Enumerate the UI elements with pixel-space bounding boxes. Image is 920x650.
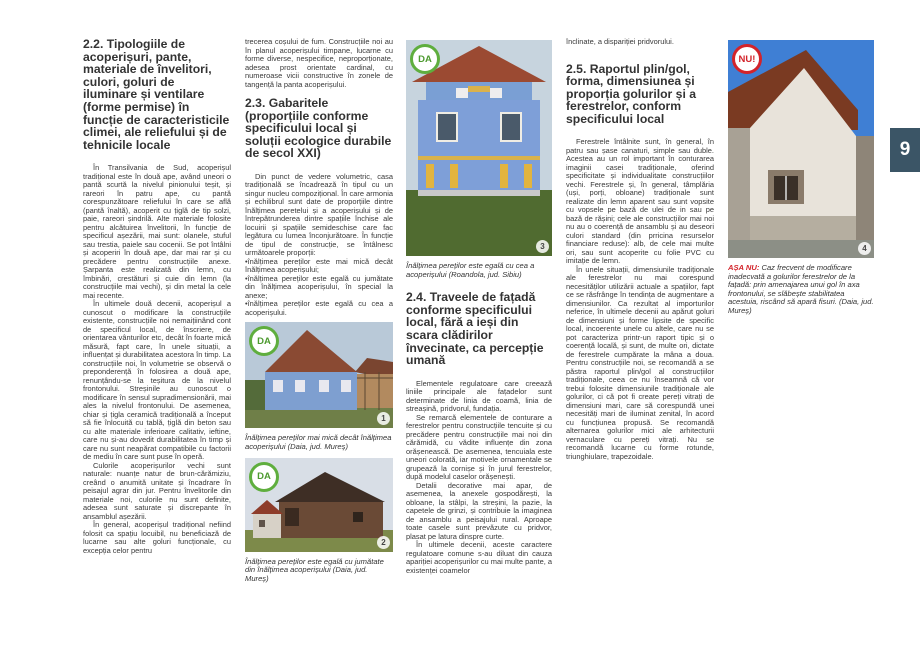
paragraph: Din punct de vedere volumetric, casa tradițională se încadrează în tipul cu un singur nucleu compozițional. În care armonia și echilibrul sunt date de proporțiile dintre înălțimea peretelui și a acoperișului și de întrepătrunderea dintre spațiile închise ale locuirii și spațiile semideschise care fac legătura cu lumea înconjurătoare. În funcție de tipul de construcție, se întâlnesc următoarele proporții: (245, 171, 393, 258)
paragraph: În ultimele două decenii, acoperișul a cunoscut o modificare la construcțiile existente, construcțiile noi nemaițiinând cont de specificul local, de înscriere, de orientarea vânturilor etc, decât în foarte mică măsură, fapt care, în unele situații, a influențat și durabilitatea acestora în timp. La construcțiile noi, în volumetrie se observă o preponderență în folosirea a două ape, renunțându-se la teșitura de la nivelul frontonului. Streșinile au cunoscut o modificare în sensul supradimensionării, mai ales la nivelul frontonului. De asemenea, chiar și țigla ceramică tradițională a început să fie înlocuită cu tablă, țiglă din beton sau cu alte materiale inferioare calitativ, ieftine, care nu și-au dovedit durabilitatea în timp și care nu sunt neapărat compatibile cu factorii de mediu în care sunt puse în operă. (83, 299, 231, 462)
column-4 (566, 38, 714, 461)
section-2-3-heading: 2.3. Gabaritele (proporțiile conforme specificului local și soluții ecologice durabile de secol XXI) (245, 96, 392, 161)
section-2-5-heading: 2.5. Raportul plin/gol, forma, dimensiunea și proporția golurilor și a ferestrelor, conform specificului local (566, 61, 697, 126)
paragraph-continued: trecerea coșului de fum. Construcțiile noi au în planul acoperișului timpane, lucarne cu forme diverse, nespecifice, neproporționate, adesea prost orientate cardinal, cu numeroase vicii constructive în zonele de tangență la panta acoperișului. (245, 38, 393, 89)
photo-number: 4 (858, 242, 871, 255)
bullet-item: •înălțimea pereților este egală cu jumătate din înălțimea acoperișului, în special la anexe; (245, 273, 393, 300)
section-2-2-heading: 2.2. Tipologiile de acoperișuri, pante, materiale de învelitori, culori, goluri de iluminare și ventilare (forme permise) în funcție de caracteristicile climei, ale reliefului și de tehnicile locale (83, 38, 230, 152)
rejected-badge: NU! (732, 44, 762, 74)
caption-text: Caz frecvent de modificare inadecvată a golurilor ferestrelor de la fațadă: prin amenajarea unui gol în axa frontonului, se slăbește stabilitatea acestuia, riscând să apară fisuri. (Daia, jud. Mureș) (728, 263, 874, 315)
paragraph: În unele situații, dimensiunile tradiționale ale ferestrelor nu mai corespund necesităților utilizării actuale a spațiilor, fapt ce se răsfrânge în tendința de augmentare a dimensiunilor. Ca rezultat al importurilor neferice, în ultimele decenii au apărut goluri de dimensiuni și forme lipsite de specific local, incoerente unele cu altele, care nu se pot caracteriza printr-un raport tipic și o coerență locală, și sunt, de multe ori, dictate de ferestrele cumpărate la mâna a doua. Pentru construcțiile noi, se recomandă a se păstra raportul plin/gol al construcțiilor tradiționale, ceea ce nu înseamnă că vor trebui folosite dimensiunile tradiționale ale golurilor, ci că pot fi create pereți vitrați de dimensiuni mari, care să corespundă unei necesități mari de iluminat zenital, în acord cu funcțiunea propusă. Se recomandă alternarea golurilor mici ale arhitecturii vernaculare cu pereți vitrați. Nu se recomandă lucarne cu forme rotunde, triunghiulare, trapezoidale. (566, 264, 714, 461)
paragraph: În general, acoperișul tradițional nefiind folosit ca spațiu locuibil, nu beneficiază de lucarne sau alte goluri funcționale, cu excepția celor pentru (83, 520, 231, 555)
photo-3-caption: Înălțimea pereților este egală cu cea a acoperișului (Roandola, jud. Sibiu) (406, 261, 535, 279)
photo-4-caption (728, 264, 874, 316)
paragraph: Ferestrele întâlnite sunt, în general, în patru sau șase canaturi, simple sau duble. Acestea au un rol important în conturarea imaginii casei tradiționale, oferind specificitate și individualitate construcțiilor vechi. Ferestrele și, în general, tâmplăria (uși, porți, obloane) tradiționale sunt realizate din lemn aparent sau sunt vopsite cu vopsele pe bază de ulei de in sau pe bază de rășini; cele ale construcțiilor mai noi nu au o coerență de ansamblu și au deseori culori standard (din prricina resurselor financiare reduse): alb, de cele mai multe ori, sau sunt acoperite cu folie PVC cu imitație de lemn. (566, 137, 714, 266)
paragraph: Elementele regulatoare care creează liniile principale ale fațadelor sunt determinate de linia de coamă, linia de streașină, pridvorul, fundația. (406, 378, 552, 414)
column-1 (83, 38, 231, 555)
photo-1-caption: Înălțimea pereților mai mică decât înălțimea acoperișului (Daia, jud. Mureș) (245, 433, 392, 452)
photo-3-blue-facade (406, 40, 552, 256)
warning-label: AȘA NU: (728, 263, 760, 272)
approved-badge: DA (410, 44, 440, 74)
page-number-tab: 9 (890, 128, 920, 172)
column-3 (406, 38, 552, 575)
paragraph: În ultimele decenii, aceste caractere regulatoare comune s-au diluat din cauza apariției acoperișurilor cu mai multe pante, a existenței coamelor (406, 540, 552, 575)
paragraph-continued: înclinate, a dispariției pridvorului. (566, 38, 674, 46)
approved-badge: DA (249, 462, 279, 492)
photo-2-barn (245, 458, 393, 552)
paragraph: Culorile acoperișurilor vechi sunt naturale: nuanțe natur de brun-cărămiziu, creând o anumită unitate și încadrare în peisajul agrar din jur. Pentru învelitorile din materiale noi, culorile nu sunt definite, adesea sunt saturate și discrepante în ansamblul așezării. (83, 460, 231, 521)
photo-2-caption: Înălțimea pereților este egală cu jumătate din înălțimea acoperișului (Daia, jud. Mureș) (245, 556, 384, 583)
photo-4-bad-window-example (728, 40, 874, 258)
photo-number: 2 (377, 536, 390, 549)
bullet-item: •înălțimea pereților este egală cu cea a acoperișului. (245, 299, 393, 317)
approved-badge: DA (249, 326, 279, 356)
section-2-4-heading: 2.4. Traveele de fațadă conforme specificului local, fără a ieși din scara clădirilor învecinate, ca percepție umană (406, 290, 544, 368)
photo-number: 1 (377, 412, 390, 425)
paragraph: În Transilvania de Sud, acoperișul tradițional este în două ape, având uneori o pantă scurtă la nivelul pinionului teșit, și rareori în patru ape, cu pantă corespunzătoare reliefului în care se află (pantă înaltă), acoperit cu țiglă de tip solzi, paie, rareori șindrilă. Alte materiale folosite pentru alcătuirea învelitorii, în funcție de specificul așezării, mai sunt: olanele, stuful sau trestia, paiele sau cocenii. Se pot întâlni și acoperiri în două ape, dar mai rar și cu precădere pentru construcțiile anexe. Șarpanta este realizată din lemn, cu îmbinări, crestături și cuie din lemn (la construcțiile mai vechi), și din metal la cele mai recente. (83, 163, 231, 300)
paragraph: Detalii decorative mai apar, de asemenea, la anexele gospodărești, la obloane, la stâlpi, la streșini, la pazie, la capetele de grinzi, și contribuie la imaginea de ansamblu a peisajului rural. Aproape toate casele sunt prevăzute cu pridvor, plasat pe latura dinspre curte. (406, 480, 552, 541)
photo-number: 3 (536, 240, 549, 253)
photo-1-blue-house (245, 322, 393, 428)
bullet-item: •înălțimea pereților este mai mică decât înălțimea acoperișului; (245, 256, 393, 275)
column-2 (245, 38, 393, 583)
paragraph: Se remarcă elementele de conturare a ferestrelor pentru construcțiile tencuite și cu precădere pentru construcțiile mai noi din cărămidă, cu vădite influențe din zona orășenească. De asemenea, tencuiala este uneori colorată, iar motivele ornamentale se grupează la cornișe și în jurul ferestrelor, după modelul caselor orășenești. (406, 412, 552, 482)
column-5 (728, 38, 874, 316)
